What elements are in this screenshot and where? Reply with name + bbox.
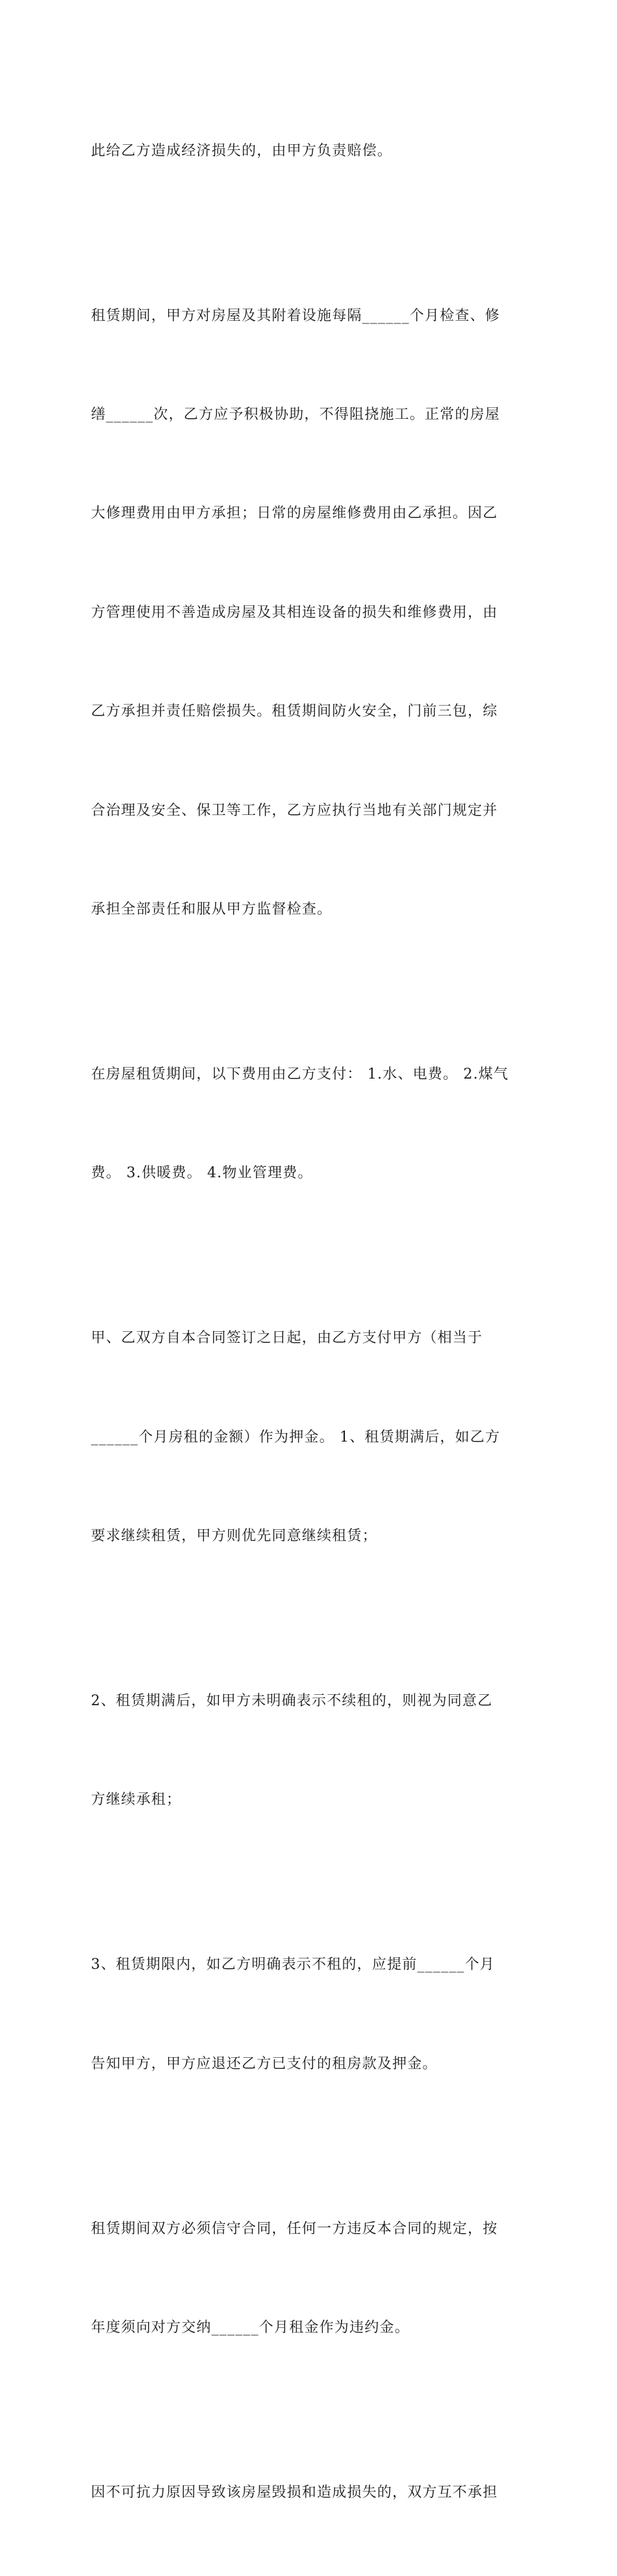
text-line: 租赁期间，甲方对房屋及其附着设施每隔______个月检查、修: [91, 307, 501, 324]
text-line: 租赁期间双方必须信守合同，任何一方违反本合同的规定，按: [91, 2220, 498, 2237]
paragraph-deposit: [91, 1257, 533, 1619]
text-line: 告知甲方，甲方应退还乙方已支付的租房款及押金。: [91, 2055, 438, 2072]
text-line: 在房屋租赁期间，以下费用由乙方支付： 1.水、电费。 2.煤气: [91, 1066, 509, 1082]
text-line: 要求继续租赁，甲方则优先同意继续租赁；: [91, 1528, 377, 1545]
text-line: 承担全部责任和服从甲方监督检查。: [91, 901, 333, 918]
paragraph-breach-penalty: [91, 2147, 533, 2410]
text-line: 此给乙方造成经济损失的，由甲方负责赔偿。: [91, 142, 393, 159]
paragraph-fees: [91, 992, 533, 1256]
text-line: 3、租赁期限内，如乙方明确表示不租的，应提前______个月: [91, 1957, 495, 1973]
paragraph-maintenance: [91, 234, 533, 992]
text-line: 甲、乙双方自本合同签订之日起，由乙方支付甲方（相当于: [91, 1330, 483, 1347]
paragraph-termination-notice: [91, 1883, 533, 2147]
paragraph-landlord-compensation: [91, 69, 533, 234]
text-line: 年度须向对方交纳______个月租金作为违约金。: [91, 2320, 410, 2336]
text-line: 合治理及安全、保卫等工作，乙方应执行当地有关部门规定并: [91, 802, 498, 819]
text-line: 方继续承租；: [91, 1792, 182, 1808]
text-line: 乙方承担并责任赔偿损失。租赁期间防火安全，门前三包，综: [91, 703, 498, 720]
contract-body: [91, 69, 533, 2576]
paragraph-force-majeure: [91, 2411, 533, 2576]
text-line: 大修理费用由甲方承担；日常的房屋维修费用由乙承担。因乙: [91, 505, 498, 522]
text-line: 费。 3.供暖费。 4.物业管理费。: [91, 1165, 313, 1182]
text-line: 缮______次，乙方应予积极协助，不得阻挠施工。正常的房屋: [91, 406, 501, 423]
paragraph-renewal: [91, 1619, 533, 1882]
text-line: 因不可抗力原因导致该房屋毁损和造成损失的，双方互不承担: [91, 2484, 498, 2501]
text-line: ______个月房租的金额）作为押金。 1、租赁期满后，如乙方: [91, 1429, 501, 1445]
text-line: 2、租赁期满后，如甲方未明确表示不续租的，则视为同意乙: [91, 1693, 493, 1710]
text-line: 方管理使用不善造成房屋及其相连设备的损失和维修费用，由: [91, 604, 498, 621]
